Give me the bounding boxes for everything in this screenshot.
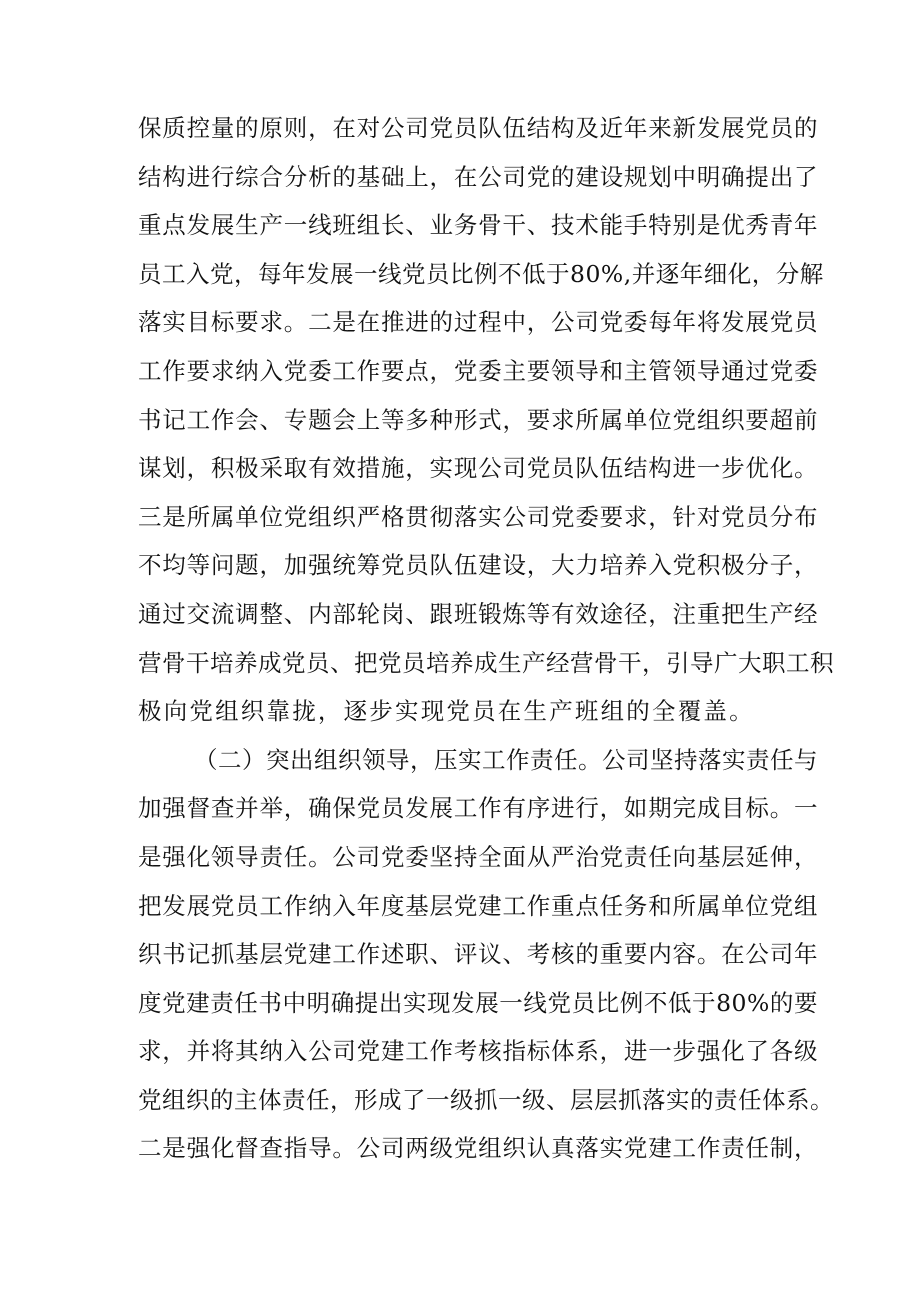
- text-line: 谋划，积极采取有效措施，实现公司党员队伍结构进一步优化。: [138, 454, 818, 483]
- text-line: 织书记抓基层党建工作述职、评议、考核的重要内容。在公司年: [138, 940, 818, 969]
- text-line: 三是所属单位党组织严格贯彻落实公司党委要求，针对党员分布: [138, 502, 818, 531]
- document-body: [138, 104, 834, 1173]
- text-line: 加强督查并举，确保党员发展工作有序进行，如期完成目标。一: [138, 794, 818, 823]
- text-line: 党组织的主体责任，形成了一级抓一级、层层抓落实的责任体系。: [138, 1085, 834, 1114]
- text-line: 书记工作会、专题会上等多种形式，要求所属单位党组织要超前: [138, 405, 818, 434]
- text-line: 结构进行综合分析的基础上，在公司党的建设规划中明确提出了: [138, 162, 818, 191]
- section-heading-line: （二）突出组织领导，压实工作责任。公司坚持落实责任与: [194, 745, 818, 774]
- text-line: 通过交流调整、内部轮岗、跟班锻炼等有效途径，注重把生产经: [138, 599, 818, 628]
- text-line: 重点发展生产一线班组长、业务骨干、技术能手特别是优秀青年: [138, 211, 818, 240]
- text-line: 度党建责任书中明确提出实现发展一线党员比例不低于80%的要: [138, 988, 818, 1017]
- text-line: 求，并将其纳入公司党建工作考核指标体系，进一步强化了各级: [138, 1037, 818, 1066]
- paragraph-end-line: 极向党组织靠拢，逐步实现党员在生产班组的全覆盖。: [138, 697, 755, 726]
- text-line: 二是强化督查指导。公司两级党组织认真落实党建工作责任制，: [138, 1134, 818, 1163]
- text-line: 是强化领导责任。公司党委坚持全面从严治党责任向基层延伸，: [138, 842, 818, 871]
- text-line: 落实目标要求。二是在推进的过程中，公司党委每年将发展党员: [138, 308, 818, 337]
- text-line: 不均等问题，加强统筹党员队伍建设，大力培养入党积极分子，: [138, 551, 818, 580]
- text-line: 员工入党，每年发展一线党员比例不低于80%,并逐年细化，分解: [138, 259, 824, 288]
- text-line: 工作要求纳入党委工作要点，党委主要领导和主管领导通过党委: [138, 356, 818, 385]
- text-line: 营骨干培养成党员、把党员培养成生产经营骨干，引导广大职工积: [138, 648, 834, 677]
- text-line: 保质控量的原则，在对公司党员队伍结构及近年来新发展党员的: [138, 114, 818, 142]
- text-line: 把发展党员工作纳入年度基层党建工作重点任务和所属单位党组: [138, 891, 818, 920]
